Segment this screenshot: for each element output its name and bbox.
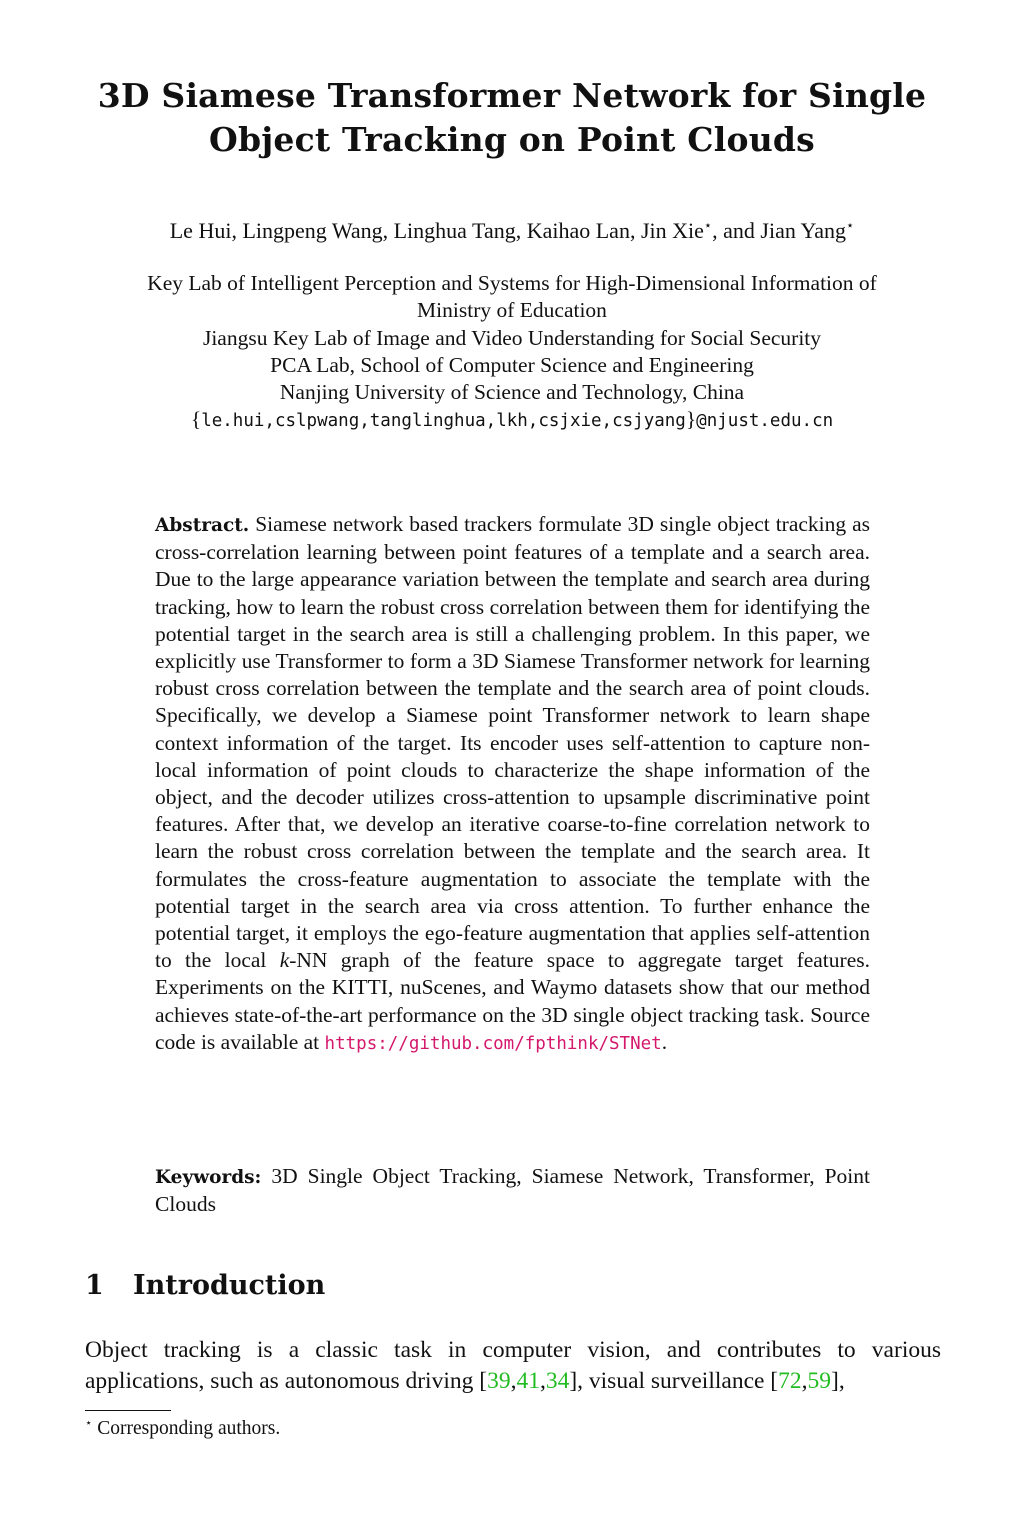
abstract-k: k (279, 948, 290, 973)
title-line-1: 3D Siamese Transformer Network for Single (97, 76, 927, 115)
section-heading (85, 1268, 945, 1304)
footnote-text: Corresponding authors. (92, 1418, 281, 1439)
intro-text-a: Object tracking is a classic task in computer vision, and contributes to various applications, such as autonomous driving [ (85, 1337, 941, 1394)
keywords-text: 3D Single Object Tracking, Siamese Network, Transformer, Point Clouds (155, 1164, 871, 1217)
citation-72[interactable]: 72 (778, 1367, 802, 1394)
affiliation-line-3: Jiangsu Key Lab of Image and Video Understanding for Social Security (202, 325, 822, 350)
abstract-end: . (661, 1029, 668, 1054)
email-brace-open: { (190, 407, 202, 432)
abstract-text-a: Siamese network based trackers formulate 3D single object tracking as cross-correlation learning between point features of a template and a search area. Due to the large appearance variation between the template and search area during tracking, how to learn the robust cross correlation between them for identifying the potential target in the search area is still a challenging problem. In this paper, we explicitly use Transformer to form a 3D Siamese Transformer network for learning robust cross correlation between the template and the search area of point clouds. Specifically, we develop a Siamese point Transformer network to learn shape context information of the target. Its encoder uses self-attention to capture non-local information of point clouds to characterize the shape information of the object, and the decoder utilizes cross-attention to upsample discriminative point features. After that, we develop an iterative coarse-to-fine correlation network to learn the robust cross correlation between the template and the search area. It formulates the cross-feature augmentation to associate the template with the potential target in the search area via cross attention. To further enhance the potential target, it employs the ego-feature augmentation that applies self-attention to the local (155, 512, 871, 973)
affiliation-line-2: Ministry of Education (417, 298, 607, 323)
paper-title (80, 74, 944, 162)
affiliations (60, 270, 964, 436)
email-users: le.hui,cslpwang,tanglinghua,lkh,csjxie,csjyang (201, 411, 686, 432)
authors-last: , and Jian Yang (712, 218, 846, 243)
cite-sep: , (539, 1367, 546, 1394)
citation-41[interactable]: 41 (516, 1367, 540, 1394)
title-line-2: Object Tracking on Point Clouds (209, 120, 815, 159)
citation-59[interactable]: 59 (807, 1367, 832, 1394)
citation-34[interactable]: 34 (545, 1367, 570, 1394)
section-title: Introduction (133, 1270, 326, 1301)
author-list (60, 216, 964, 246)
affiliation-line-1: Key Lab of Intelligent Perception and Systems for High-Dimensional Information of (147, 271, 877, 295)
intro-paragraph (85, 1335, 941, 1396)
source-code-link[interactable]: https://github.com/fpthink/STNet (324, 1033, 662, 1054)
affiliation-line-5: Nanjing University of Science and Technology, China (279, 380, 745, 405)
abstract (155, 511, 870, 1058)
intro-text-c: ], (831, 1367, 845, 1394)
footnote-rule (85, 1410, 171, 1411)
footnote (85, 1416, 945, 1442)
keywords (155, 1163, 870, 1218)
email-brace-close: } (685, 407, 697, 432)
abstract-text-b: -NN graph of the feature space to aggregate target features. Experiments on the KITTI, nuScenes, and Waymo datasets show that our method achieves state-of-the-art performance on the 3D single object tracking task. Source code is available at (155, 948, 870, 1054)
abstract-label: Abstract. (155, 515, 250, 536)
footnote-star: ⋆ (85, 1416, 93, 1430)
section-number: 1 (85, 1270, 104, 1301)
keywords-label: Keywords: (155, 1167, 262, 1188)
citation-39[interactable]: 39 (487, 1367, 511, 1394)
affiliation-line-4: PCA Lab, School of Computer Science and Engineering (270, 352, 754, 377)
intro-text-b: ], visual surveillance [ (569, 1367, 779, 1394)
corresponding-star-2: ⋆ (846, 217, 855, 233)
authors-names: Le Hui, Lingpeng Wang, Linghua Tang, Kaihao Lan, Jin Xie (169, 218, 704, 243)
email-domain: @njust.edu.cn (696, 411, 834, 432)
corresponding-star-1: ⋆ (703, 217, 713, 233)
cite-sep: , (510, 1367, 517, 1394)
cite-sep: , (801, 1367, 808, 1394)
email-line (60, 406, 964, 435)
